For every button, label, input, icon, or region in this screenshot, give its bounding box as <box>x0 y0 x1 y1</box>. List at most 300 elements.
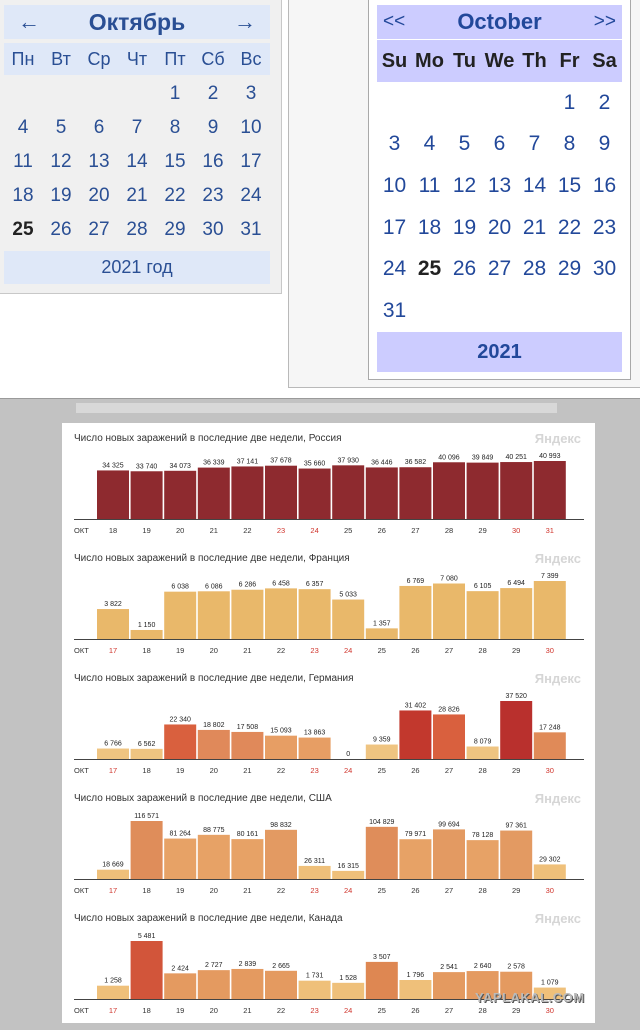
x-tick-label: 26 <box>411 766 420 775</box>
data-label: 6 105 <box>473 583 492 591</box>
day-cell[interactable]: 16 <box>592 173 617 197</box>
x-tick-label: 24 <box>310 526 319 535</box>
data-label: 88 775 <box>203 826 225 834</box>
bar[interactable] <box>500 831 532 879</box>
bar[interactable] <box>97 749 129 759</box>
x-tick-label: 29 <box>512 886 521 895</box>
days-grid <box>4 77 270 247</box>
data-label: 26 311 <box>304 857 326 865</box>
bar[interactable] <box>97 609 129 639</box>
x-tick-label: 17 <box>108 646 118 655</box>
x-tick-label: 26 <box>377 526 386 535</box>
x-tick-label: 25 <box>377 766 386 775</box>
yandex-logo: Яндекс <box>534 791 581 806</box>
day-cell[interactable]: 1 <box>169 83 181 104</box>
bar[interactable] <box>265 830 297 879</box>
x-tick-label: 25 <box>377 886 386 895</box>
bar[interactable] <box>433 584 465 639</box>
data-label: 6 086 <box>205 583 223 591</box>
weekday-label: Fr <box>559 49 580 72</box>
day-cell[interactable]: 15 <box>557 173 582 197</box>
yandex-logo: Яндекс <box>534 431 581 446</box>
data-label: 16 315 <box>337 862 359 870</box>
bar[interactable] <box>299 469 331 519</box>
day-cell[interactable]: 1 <box>563 90 576 114</box>
day-cell[interactable]: 10 <box>240 117 262 138</box>
data-label: 116 571 <box>134 813 159 820</box>
x-tick-label: 18 <box>142 1006 151 1015</box>
x-tick-label: 22 <box>276 646 286 655</box>
x-tick-label: 18 <box>142 886 151 895</box>
data-label: 7 080 <box>440 575 458 583</box>
day-cell[interactable]: 30 <box>592 257 617 281</box>
x-tick-label: 26 <box>411 646 420 655</box>
data-label: 81 264 <box>169 830 191 838</box>
day-cell[interactable]: 26 <box>452 257 477 281</box>
day-cell[interactable]: 11 <box>13 151 33 172</box>
bar[interactable] <box>265 736 297 759</box>
weekday-label: Сб <box>201 48 225 69</box>
x-tick-label: 29 <box>478 526 487 535</box>
day-cell[interactable]: 24 <box>382 257 407 281</box>
day-cell[interactable]: 29 <box>164 219 186 240</box>
day-cell[interactable]: 7 <box>528 132 541 156</box>
bar[interactable] <box>265 971 297 999</box>
data-label: 36 446 <box>371 459 393 467</box>
data-label: 36 582 <box>404 459 427 467</box>
data-label: 1 258 <box>104 977 122 985</box>
chart <box>62 673 595 793</box>
data-label: 7 399 <box>541 573 559 580</box>
x-tick-label: 27 <box>444 766 454 775</box>
chart <box>62 793 595 913</box>
x-tick-label: 19 <box>176 886 185 895</box>
x-tick-label: 23 <box>310 1006 319 1015</box>
bar[interactable] <box>97 470 129 519</box>
data-label: 18 669 <box>102 861 124 869</box>
weekday-label: Sa <box>592 49 617 72</box>
bar[interactable] <box>97 870 129 879</box>
weekday-label: Th <box>522 49 547 72</box>
bar[interactable] <box>131 749 163 759</box>
day-cell[interactable]: 12 <box>452 173 477 197</box>
bar[interactable] <box>97 986 129 999</box>
chart-title: Число новых заражений в последние две недели, Франция <box>74 553 350 564</box>
x-tick-label: 21 <box>243 1006 252 1015</box>
bar[interactable] <box>198 591 230 639</box>
day-cell[interactable]: 2 <box>207 83 219 104</box>
prev-month-button[interactable]: << <box>383 11 406 32</box>
day-cell[interactable]: 11 <box>418 173 441 197</box>
x-tick-label: 22 <box>243 526 252 535</box>
day-cell[interactable]: 25 <box>417 257 442 281</box>
day-cell[interactable]: 27 <box>487 257 512 281</box>
axis-month-label: ОКТ <box>74 1006 89 1015</box>
x-tick-label: 25 <box>344 526 353 535</box>
x-tick-label: 25 <box>377 646 386 655</box>
x-tick-label: 30 <box>545 886 554 895</box>
day-cell[interactable]: 22 <box>557 215 582 239</box>
data-label: 0 <box>346 751 351 758</box>
day-cell[interactable]: 20 <box>88 185 110 206</box>
bar-chart-svg <box>62 673 595 793</box>
weekday-label: We <box>484 49 515 72</box>
bar[interactable] <box>399 839 431 879</box>
data-label: 39 849 <box>471 454 494 462</box>
bar[interactable] <box>366 628 398 639</box>
x-tick-label: 22 <box>276 1006 286 1015</box>
day-cell[interactable]: 21 <box>126 185 148 206</box>
data-label: 98 832 <box>270 821 292 829</box>
calendar-en-container <box>288 0 640 388</box>
axis-month-label: ОКТ <box>74 766 89 775</box>
data-label: 34 073 <box>169 462 191 470</box>
x-tick-label: 30 <box>545 766 554 775</box>
bar[interactable] <box>534 864 566 879</box>
data-label: 33 740 <box>135 463 158 471</box>
data-label: 28 826 <box>438 706 460 714</box>
day-cell[interactable]: 14 <box>522 173 547 197</box>
x-tick-label: 23 <box>310 646 319 655</box>
day-cell[interactable]: 13 <box>487 173 512 197</box>
yandex-logo: Яндекс <box>534 671 581 686</box>
day-cell[interactable]: 22 <box>164 185 186 206</box>
days-grid <box>377 82 622 332</box>
calendar-ru-header <box>4 5 270 39</box>
data-label: 37 678 <box>270 457 292 465</box>
bar[interactable] <box>500 701 532 759</box>
bar[interactable] <box>198 835 230 879</box>
x-tick-label: 20 <box>176 526 185 535</box>
day-cell[interactable]: 20 <box>487 215 512 239</box>
chart <box>62 433 595 553</box>
x-tick-label: 27 <box>411 526 420 535</box>
watermark: YAPLAKAL.COM <box>475 990 585 1005</box>
x-tick-label: 20 <box>209 646 218 655</box>
bar[interactable] <box>467 463 499 519</box>
data-label: 6 769 <box>406 577 425 585</box>
data-label: 6 357 <box>305 581 324 589</box>
bar[interactable] <box>433 714 465 759</box>
day-cell[interactable]: 18 <box>417 215 442 239</box>
weekday-label: Пн <box>11 48 35 69</box>
day-cell[interactable]: 25 <box>12 219 34 240</box>
data-label: 80 161 <box>236 831 259 839</box>
bar[interactable] <box>500 462 532 519</box>
x-tick-label: 19 <box>176 646 185 655</box>
x-tick-label: 20 <box>209 1006 218 1015</box>
x-tick-label: 29 <box>512 766 521 775</box>
data-label: 2 640 <box>473 963 492 971</box>
bar[interactable] <box>299 866 331 879</box>
yandex-logo: Яндекс <box>534 551 581 566</box>
bar[interactable] <box>198 468 230 519</box>
bar[interactable] <box>131 941 163 999</box>
x-tick-label: 29 <box>512 1006 521 1015</box>
x-tick-label: 31 <box>545 526 554 535</box>
x-tick-label: 30 <box>512 526 521 535</box>
x-tick-label: 24 <box>344 646 353 655</box>
day-cell[interactable]: 4 <box>423 132 436 156</box>
data-label: 15 093 <box>270 727 292 735</box>
bar[interactable] <box>332 871 364 879</box>
axis-month-label: ОКТ <box>74 526 89 535</box>
x-tick-label: 27 <box>444 1006 454 1015</box>
data-label: 1 796 <box>406 971 425 979</box>
day-cell[interactable]: 8 <box>169 117 181 138</box>
x-tick-label: 26 <box>411 1006 420 1015</box>
x-tick-label: 23 <box>310 886 319 895</box>
data-label: 8 079 <box>473 738 492 746</box>
day-cell[interactable]: 23 <box>592 215 617 239</box>
chart-title: Число новых заражений в последние две недели, Германия <box>74 673 354 684</box>
data-label: 9 359 <box>373 736 391 744</box>
bar[interactable] <box>299 738 331 759</box>
day-cell[interactable]: 16 <box>202 151 224 172</box>
x-tick-label: 24 <box>344 766 353 775</box>
x-tick-label: 22 <box>276 886 286 895</box>
day-cell[interactable]: 8 <box>563 132 576 156</box>
data-label: 34 325 <box>102 462 124 470</box>
day-cell[interactable]: 19 <box>50 185 72 206</box>
weekday-header-row <box>377 40 622 82</box>
bar[interactable] <box>164 973 196 999</box>
bar[interactable] <box>164 471 196 519</box>
bar[interactable] <box>231 590 263 639</box>
data-label: 17 248 <box>539 724 561 732</box>
day-cell[interactable]: 28 <box>522 257 547 281</box>
x-tick-label: 18 <box>142 766 151 775</box>
data-label: 18 802 <box>203 721 225 729</box>
bar[interactable] <box>534 732 566 759</box>
bar[interactable] <box>131 471 163 519</box>
bar[interactable] <box>500 588 532 639</box>
bar-chart-svg <box>62 433 595 553</box>
x-tick-label: 26 <box>411 886 420 895</box>
data-label: 13 863 <box>303 729 326 737</box>
day-cell[interactable]: 6 <box>93 117 105 138</box>
bar[interactable] <box>534 461 566 519</box>
data-label: 2 727 <box>205 962 223 970</box>
x-tick-label: 25 <box>377 1006 386 1015</box>
data-label: 1 731 <box>305 972 324 980</box>
data-label: 6 766 <box>104 740 122 748</box>
day-cell[interactable]: 19 <box>452 215 477 239</box>
data-label: 31 402 <box>404 702 427 710</box>
day-cell[interactable]: 13 <box>88 151 110 172</box>
data-label: 1 079 <box>541 979 559 987</box>
day-cell[interactable]: 14 <box>126 151 148 172</box>
day-cell[interactable]: 17 <box>240 151 262 172</box>
data-label: 36 339 <box>203 459 225 467</box>
bar[interactable] <box>265 466 297 519</box>
bar[interactable] <box>366 745 398 759</box>
weekday-label: Вс <box>240 48 262 69</box>
x-tick-label: 21 <box>209 526 218 535</box>
bar[interactable] <box>433 829 465 879</box>
x-tick-label: 27 <box>444 646 454 655</box>
data-label: 97 361 <box>505 822 527 830</box>
bar[interactable] <box>332 983 364 999</box>
bar[interactable] <box>467 591 499 639</box>
month-title: October <box>457 9 542 34</box>
weekday-label: Tu <box>453 49 476 72</box>
data-label: 2 665 <box>272 962 290 970</box>
bar[interactable] <box>198 970 230 999</box>
day-cell[interactable]: 12 <box>50 151 72 172</box>
bar[interactable] <box>433 972 465 999</box>
data-label: 79 971 <box>404 831 427 839</box>
weekday-label: Вт <box>51 48 71 69</box>
data-label: 2 424 <box>171 965 189 973</box>
weekday-header-row <box>4 43 270 75</box>
chart-title: Число новых заражений в последние две недели, Канада <box>74 913 343 924</box>
x-tick-label: 29 <box>512 646 521 655</box>
x-tick-label: 17 <box>108 886 118 895</box>
x-tick-label: 28 <box>478 886 487 895</box>
day-cell[interactable]: 15 <box>164 151 186 172</box>
x-tick-label: 22 <box>276 766 286 775</box>
bar[interactable] <box>399 980 431 999</box>
day-cell[interactable]: 9 <box>598 132 611 156</box>
day-cell[interactable]: 29 <box>557 257 582 281</box>
data-label: 40 096 <box>438 454 460 462</box>
data-label: 5 481 <box>137 933 156 940</box>
data-label: 2 541 <box>440 964 458 972</box>
x-tick-label: 18 <box>142 646 151 655</box>
bar[interactable] <box>231 839 263 879</box>
x-tick-label: 30 <box>545 646 554 655</box>
day-cell[interactable]: 3 <box>388 132 401 156</box>
data-label: 3 822 <box>104 601 122 609</box>
bar[interactable] <box>366 467 398 519</box>
bar[interactable] <box>433 462 465 519</box>
bar[interactable] <box>164 839 196 879</box>
day-cell[interactable]: 5 <box>458 132 471 156</box>
day-cell[interactable]: 23 <box>202 185 224 206</box>
day-cell[interactable]: 5 <box>55 117 67 138</box>
day-cell[interactable]: 31 <box>382 298 407 322</box>
day-cell[interactable]: 4 <box>17 117 29 138</box>
data-label: 37 930 <box>337 457 359 465</box>
x-tick-label: 28 <box>478 646 487 655</box>
data-label: 22 340 <box>169 716 191 724</box>
day-cell[interactable]: 24 <box>240 185 262 206</box>
weekday-label: Ср <box>87 48 111 69</box>
bar[interactable] <box>265 588 297 639</box>
bar[interactable] <box>332 600 364 639</box>
day-cell[interactable]: 21 <box>522 215 547 239</box>
chart-title: Число новых заражений в последние две недели, Россия <box>74 433 342 444</box>
weekday-label: Чт <box>126 48 148 69</box>
bar[interactable] <box>467 840 499 879</box>
next-month-button[interactable]: >> <box>593 11 616 32</box>
bar[interactable] <box>299 981 331 999</box>
data-label: 37 141 <box>236 458 259 466</box>
day-cell[interactable]: 18 <box>12 185 34 206</box>
x-tick-label: 18 <box>108 526 118 535</box>
bar[interactable] <box>399 586 431 639</box>
day-cell[interactable]: 30 <box>202 219 224 240</box>
x-tick-label: 28 <box>444 526 454 535</box>
day-cell[interactable]: 3 <box>245 83 257 104</box>
day-cell[interactable]: 31 <box>240 219 262 240</box>
bar[interactable] <box>534 581 566 639</box>
bar[interactable] <box>467 747 499 759</box>
bar[interactable] <box>164 592 196 639</box>
x-tick-label: 28 <box>478 766 487 775</box>
data-label: 1 150 <box>137 621 156 629</box>
axis-month-label: ОКТ <box>74 646 89 655</box>
x-tick-label: 17 <box>108 1006 118 1015</box>
bar[interactable] <box>131 821 163 879</box>
bar[interactable] <box>299 589 331 639</box>
horizontal-scrollbar[interactable] <box>76 403 557 413</box>
data-label: 6 494 <box>507 580 525 588</box>
data-label: 6 038 <box>171 583 189 591</box>
bar[interactable] <box>231 466 263 519</box>
x-tick-label: 24 <box>344 886 353 895</box>
data-label: 1 357 <box>373 620 391 628</box>
data-label: 6 458 <box>272 580 290 588</box>
day-cell[interactable]: 10 <box>382 173 407 197</box>
x-tick-label: 21 <box>243 886 252 895</box>
x-tick-label: 19 <box>176 766 185 775</box>
day-cell[interactable]: 17 <box>382 215 407 239</box>
data-label: 29 302 <box>539 856 561 864</box>
year-label[interactable]: 2021 год <box>4 251 270 284</box>
prev-month-arrow-icon[interactable]: ← <box>18 9 40 34</box>
x-tick-label: 19 <box>176 1006 185 1015</box>
month-title: Октябрь <box>88 8 186 35</box>
bar[interactable] <box>231 969 263 999</box>
bar[interactable] <box>366 962 398 999</box>
day-cell[interactable]: 6 <box>493 132 506 156</box>
calendar-en <box>368 0 631 380</box>
day-cell[interactable]: 9 <box>207 117 219 138</box>
data-label: 1 528 <box>339 974 357 982</box>
bar[interactable] <box>332 465 364 519</box>
bar[interactable] <box>131 630 163 639</box>
weekday-label: Пт <box>164 48 186 69</box>
x-tick-label: 21 <box>243 646 252 655</box>
data-label: 17 508 <box>236 723 259 731</box>
charts-panel <box>62 423 595 1023</box>
next-month-arrow-icon[interactable]: → <box>233 9 256 34</box>
calendar-ru <box>0 0 282 294</box>
chart <box>62 553 595 673</box>
bar[interactable] <box>231 732 263 759</box>
bar[interactable] <box>198 730 230 759</box>
day-cell[interactable]: 26 <box>50 219 72 240</box>
x-tick-label: 17 <box>108 766 118 775</box>
day-cell[interactable]: 28 <box>126 219 148 240</box>
bar[interactable] <box>366 827 398 879</box>
bar[interactable] <box>399 467 431 519</box>
day-cell[interactable]: 7 <box>131 117 143 138</box>
bar[interactable] <box>164 724 196 759</box>
data-label: 40 251 <box>505 454 527 462</box>
day-cell[interactable]: 2 <box>598 90 611 114</box>
x-tick-label: 28 <box>478 1006 487 1015</box>
day-cell[interactable]: 27 <box>88 219 110 240</box>
data-label: 5 033 <box>339 591 357 599</box>
year-label[interactable]: 2021 <box>377 332 622 372</box>
data-label: 40 993 <box>539 453 561 460</box>
bar-chart-svg <box>62 793 595 913</box>
bar[interactable] <box>399 710 431 759</box>
data-label: 2 578 <box>507 963 525 971</box>
